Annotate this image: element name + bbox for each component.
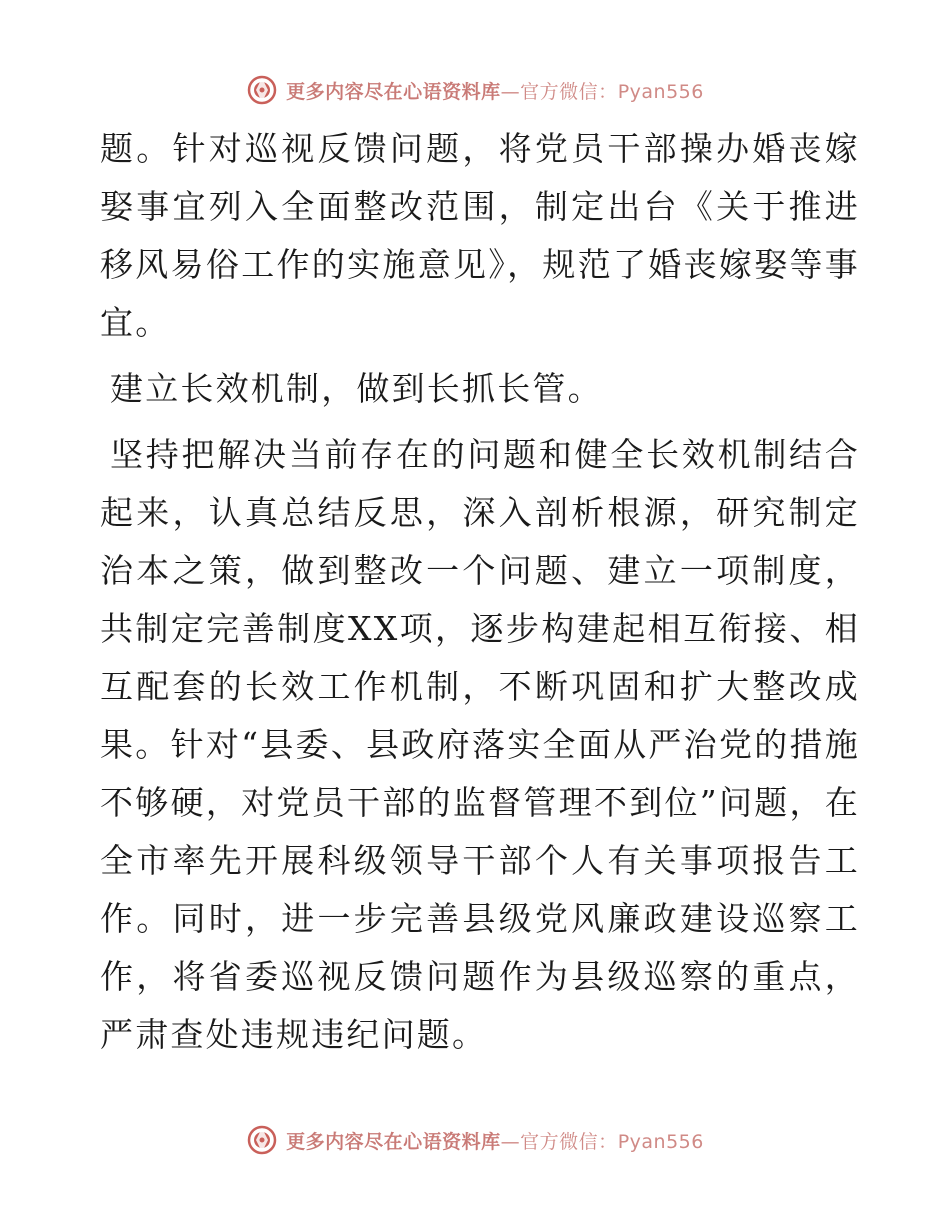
watermark-text: 更多内容尽在心语资料库—官方微信：Pyan556 xyxy=(286,1130,704,1153)
watermark-text: 更多内容尽在心语资料库—官方微信：Pyan556 xyxy=(286,80,704,103)
footer-watermark xyxy=(0,1120,950,1160)
section-heading: 建立长效机制，做到长抓长管。 xyxy=(110,369,603,408)
paragraph-continuation: 题。针对巡视反馈问题，将党员干部操办婚丧嫁娶事宜列入全面整改范围，制定出台《关于推进移风易俗工作的实施意见》，规范了婚丧嫁娶等事宜。 xyxy=(100,129,860,342)
document-body xyxy=(100,120,860,1064)
paragraph-body: 坚持把解决当前存在的问题和健全长效机制结合起来，认真总结反思，深入剖析根源，研究制定治本之策，做到整改一个问题、建立一项制度，共制定完善制度XX项，逐步构建起相互衔接、相互配套的长效工作机制，不断巩固和扩大整改成果。针对“县委、县政府落实全面从严治党的措施不够硬，对党员干部的监督管理不到位”问题，在全市率先开展科级领导干部个人有关事项报告工作。同时，进一步完善县级党风廉政建设巡察工作，将省委巡视反馈问题作为县级巡察的重点，严肃查处违规违纪问题。 xyxy=(100,435,860,1054)
pen-nib-logo-icon xyxy=(246,74,278,106)
header-watermark xyxy=(0,70,950,110)
pen-nib-logo-icon xyxy=(246,1124,278,1156)
